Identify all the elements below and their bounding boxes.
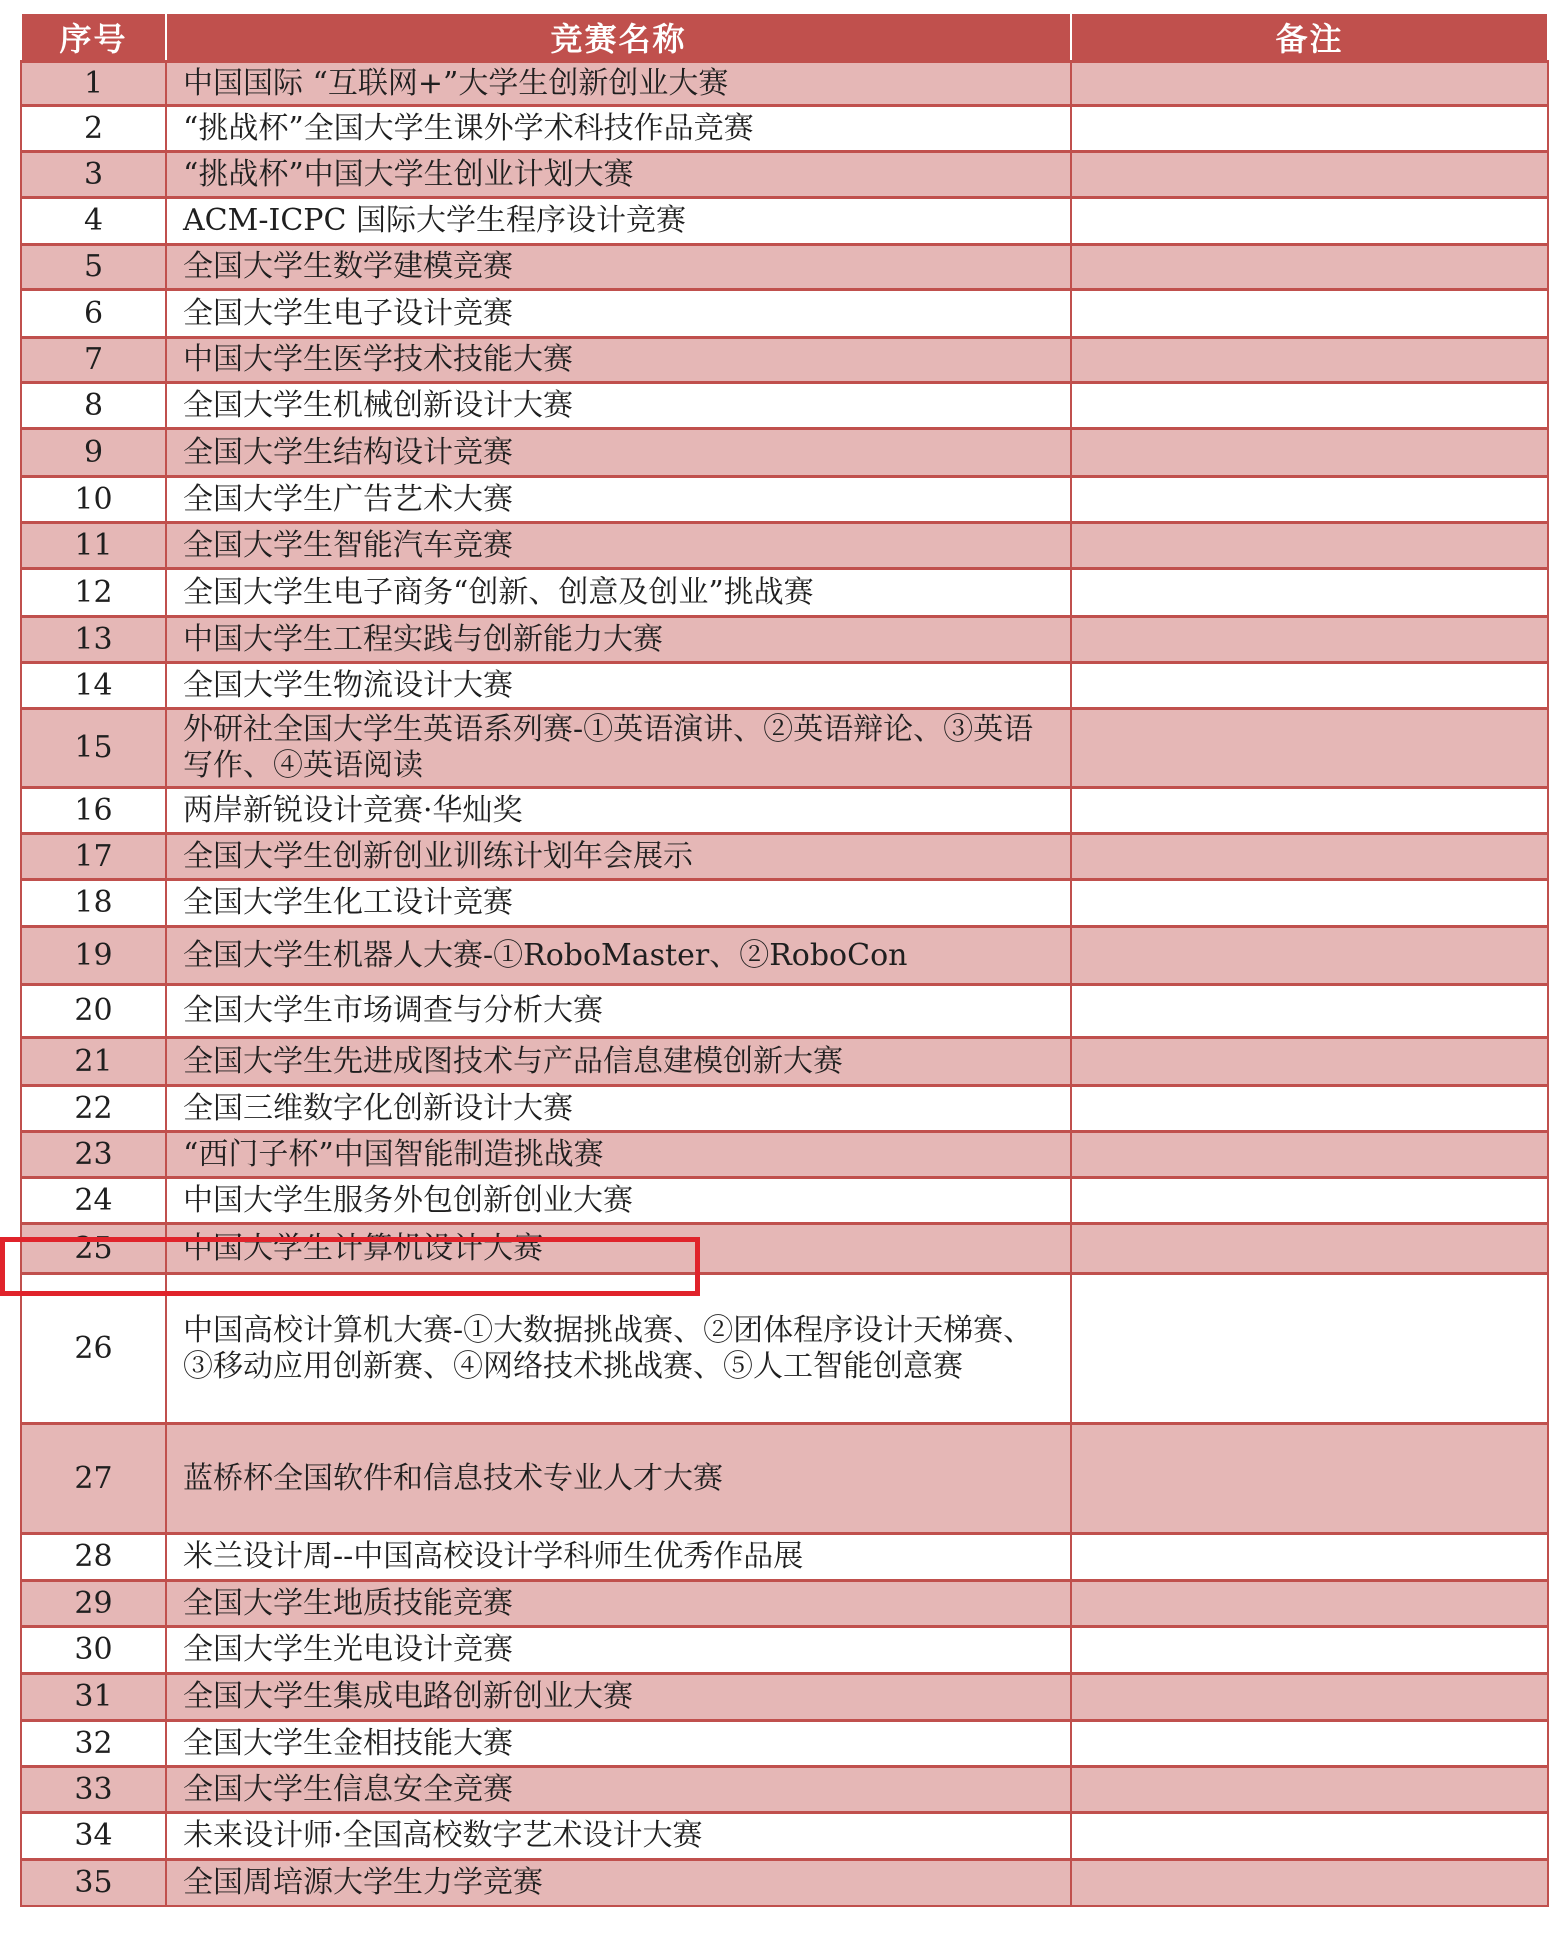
- row-remarks: [1071, 927, 1548, 985]
- table-row: [21, 477, 1548, 523]
- row-serial-number: 25: [21, 1224, 166, 1274]
- table-row: [21, 290, 1548, 338]
- row-serial-number: 3: [21, 152, 166, 198]
- table-row: [21, 1424, 1548, 1534]
- row-competition-name: 全国大学生集成电路创新创业大赛: [166, 1674, 1071, 1721]
- table-row: [21, 152, 1548, 198]
- row-remarks: [1071, 1132, 1548, 1178]
- table-row: [21, 788, 1548, 834]
- row-competition-name: “挑战杯”全国大学生课外学术科技作品竞赛: [166, 106, 1071, 152]
- table-row: [21, 338, 1548, 383]
- header-serial-number: 序号: [21, 14, 166, 62]
- table-row: [21, 106, 1548, 152]
- row-competition-name: 未来设计师·全国高校数字艺术设计大赛: [166, 1813, 1071, 1860]
- row-competition-name: 全国大学生机器人大赛-①RoboMaster、②RoboCon: [166, 927, 1071, 985]
- row-remarks: [1071, 985, 1548, 1038]
- row-competition-name: 全国大学生广告艺术大赛: [166, 477, 1071, 523]
- row-serial-number: 2: [21, 106, 166, 152]
- row-competition-name: 两岸新锐设计竞赛·华灿奖: [166, 788, 1071, 834]
- row-serial-number: 12: [21, 569, 166, 617]
- table-row: [21, 1534, 1548, 1581]
- row-serial-number: 16: [21, 788, 166, 834]
- row-remarks: [1071, 245, 1548, 290]
- row-remarks: [1071, 1274, 1548, 1424]
- row-remarks: [1071, 338, 1548, 383]
- row-serial-number: 35: [21, 1860, 166, 1906]
- row-remarks: [1071, 834, 1548, 880]
- row-remarks: [1071, 429, 1548, 477]
- row-competition-name: 全国大学生数学建模竞赛: [166, 245, 1071, 290]
- row-remarks: [1071, 663, 1548, 709]
- table-row: [21, 1132, 1548, 1178]
- row-competition-name: 外研社全国大学生英语系列赛-①英语演讲、②英语辩论、③英语写作、④英语阅读: [166, 709, 1071, 788]
- table-row: [21, 1674, 1548, 1721]
- row-serial-number: 30: [21, 1627, 166, 1674]
- row-competition-name: 中国大学生医学技术技能大赛: [166, 338, 1071, 383]
- table-body: [21, 62, 1548, 1906]
- row-remarks: [1071, 477, 1548, 523]
- row-serial-number: 28: [21, 1534, 166, 1581]
- row-remarks: [1071, 1086, 1548, 1132]
- row-remarks: [1071, 617, 1548, 663]
- row-competition-name: 中国大学生服务外包创新创业大赛: [166, 1178, 1071, 1224]
- row-remarks: [1071, 880, 1548, 927]
- row-serial-number: 9: [21, 429, 166, 477]
- row-remarks: [1071, 1534, 1548, 1581]
- table-row: [21, 985, 1548, 1038]
- competition-list-sheet: [20, 14, 1547, 1907]
- row-competition-name: 米兰设计周--中国高校设计学科师生优秀作品展: [166, 1534, 1071, 1581]
- table-row: [21, 1274, 1548, 1424]
- row-competition-name: 全国大学生创新创业训练计划年会展示: [166, 834, 1071, 880]
- table-row: [21, 709, 1548, 788]
- table-row: [21, 1178, 1548, 1224]
- row-serial-number: 27: [21, 1424, 166, 1534]
- row-remarks: [1071, 1674, 1548, 1721]
- table-row: [21, 1086, 1548, 1132]
- row-serial-number: 22: [21, 1086, 166, 1132]
- row-competition-name: 全国大学生化工设计竞赛: [166, 880, 1071, 927]
- row-remarks: [1071, 106, 1548, 152]
- row-competition-name: 全国大学生先进成图技术与产品信息建模创新大赛: [166, 1038, 1071, 1086]
- table-row: [21, 245, 1548, 290]
- row-remarks: [1071, 569, 1548, 617]
- table-row: [21, 617, 1548, 663]
- row-competition-name: 中国国际 “互联网+”大学生创新创业大赛: [166, 62, 1071, 106]
- row-serial-number: 6: [21, 290, 166, 338]
- table-row: [21, 569, 1548, 617]
- row-serial-number: 33: [21, 1767, 166, 1813]
- row-remarks: [1071, 198, 1548, 245]
- row-competition-name: 全国大学生机械创新设计大赛: [166, 383, 1071, 429]
- table-row: [21, 663, 1548, 709]
- row-competition-name: 中国大学生计算机设计大赛: [166, 1224, 1071, 1274]
- table-row: [21, 429, 1548, 477]
- row-serial-number: 21: [21, 1038, 166, 1086]
- row-serial-number: 17: [21, 834, 166, 880]
- row-competition-name: 全国大学生电子设计竞赛: [166, 290, 1071, 338]
- row-competition-name: 全国大学生电子商务“创新、创意及创业”挑战赛: [166, 569, 1071, 617]
- table-row: [21, 1627, 1548, 1674]
- row-competition-name: 全国三维数字化创新设计大赛: [166, 1086, 1071, 1132]
- table-header-row: [21, 14, 1548, 62]
- row-competition-name: 蓝桥杯全国软件和信息技术专业人才大赛: [166, 1424, 1071, 1534]
- row-serial-number: 1: [21, 62, 166, 106]
- row-remarks: [1071, 1038, 1548, 1086]
- table-row: [21, 880, 1548, 927]
- row-serial-number: 31: [21, 1674, 166, 1721]
- row-remarks: [1071, 1424, 1548, 1534]
- row-competition-name: “西门子杯”中国智能制造挑战赛: [166, 1132, 1071, 1178]
- row-remarks: [1071, 62, 1548, 106]
- row-serial-number: 8: [21, 383, 166, 429]
- header-competition-name: 竞赛名称: [166, 14, 1071, 62]
- row-serial-number: 23: [21, 1132, 166, 1178]
- row-serial-number: 20: [21, 985, 166, 1038]
- row-serial-number: 10: [21, 477, 166, 523]
- row-serial-number: 4: [21, 198, 166, 245]
- row-remarks: [1071, 1627, 1548, 1674]
- table-row: [21, 198, 1548, 245]
- table-row: [21, 1813, 1548, 1860]
- row-remarks: [1071, 1767, 1548, 1813]
- row-serial-number: 34: [21, 1813, 166, 1860]
- row-competition-name: 全国大学生地质技能竞赛: [166, 1581, 1071, 1627]
- table-row: [21, 523, 1548, 569]
- row-serial-number: 26: [21, 1274, 166, 1424]
- row-remarks: [1071, 788, 1548, 834]
- row-serial-number: 15: [21, 709, 166, 788]
- competition-table: [20, 14, 1549, 1907]
- row-competition-name: 全国周培源大学生力学竞赛: [166, 1860, 1071, 1906]
- table-row: [21, 1224, 1548, 1274]
- row-remarks: [1071, 1224, 1548, 1274]
- row-remarks: [1071, 1581, 1548, 1627]
- row-competition-name: ACM-ICPC 国际大学生程序设计竞赛: [166, 198, 1071, 245]
- row-competition-name: 中国高校计算机大赛-①大数据挑战赛、②团体程序设计天梯赛、③移动应用创新赛、④网络技术挑战赛、⑤人工智能创意赛: [166, 1274, 1071, 1424]
- row-serial-number: 5: [21, 245, 166, 290]
- row-competition-name: 全国大学生智能汽车竞赛: [166, 523, 1071, 569]
- row-competition-name: 全国大学生金相技能大赛: [166, 1721, 1071, 1767]
- table-row: [21, 1581, 1548, 1627]
- table-row: [21, 1767, 1548, 1813]
- table-row: [21, 383, 1548, 429]
- row-serial-number: 11: [21, 523, 166, 569]
- row-serial-number: 29: [21, 1581, 166, 1627]
- row-competition-name: “挑战杯”中国大学生创业计划大赛: [166, 152, 1071, 198]
- row-serial-number: 7: [21, 338, 166, 383]
- table-row: [21, 1860, 1548, 1906]
- table-row: [21, 62, 1548, 106]
- row-competition-name: 全国大学生物流设计大赛: [166, 663, 1071, 709]
- row-serial-number: 19: [21, 927, 166, 985]
- table-row: [21, 1721, 1548, 1767]
- row-serial-number: 24: [21, 1178, 166, 1224]
- row-remarks: [1071, 1721, 1548, 1767]
- row-remarks: [1071, 1860, 1548, 1906]
- row-serial-number: 32: [21, 1721, 166, 1767]
- row-competition-name: 全国大学生光电设计竞赛: [166, 1627, 1071, 1674]
- row-remarks: [1071, 1178, 1548, 1224]
- row-competition-name: 全国大学生结构设计竞赛: [166, 429, 1071, 477]
- row-remarks: [1071, 1813, 1548, 1860]
- table-row: [21, 927, 1548, 985]
- header-remarks: 备注: [1071, 14, 1548, 62]
- row-competition-name: 中国大学生工程实践与创新能力大赛: [166, 617, 1071, 663]
- table-row: [21, 1038, 1548, 1086]
- row-competition-name: 全国大学生信息安全竞赛: [166, 1767, 1071, 1813]
- row-serial-number: 18: [21, 880, 166, 927]
- row-remarks: [1071, 383, 1548, 429]
- row-serial-number: 13: [21, 617, 166, 663]
- row-competition-name: 全国大学生市场调查与分析大赛: [166, 985, 1071, 1038]
- row-remarks: [1071, 523, 1548, 569]
- row-remarks: [1071, 152, 1548, 198]
- row-remarks: [1071, 709, 1548, 788]
- row-serial-number: 14: [21, 663, 166, 709]
- table-row: [21, 834, 1548, 880]
- row-remarks: [1071, 290, 1548, 338]
